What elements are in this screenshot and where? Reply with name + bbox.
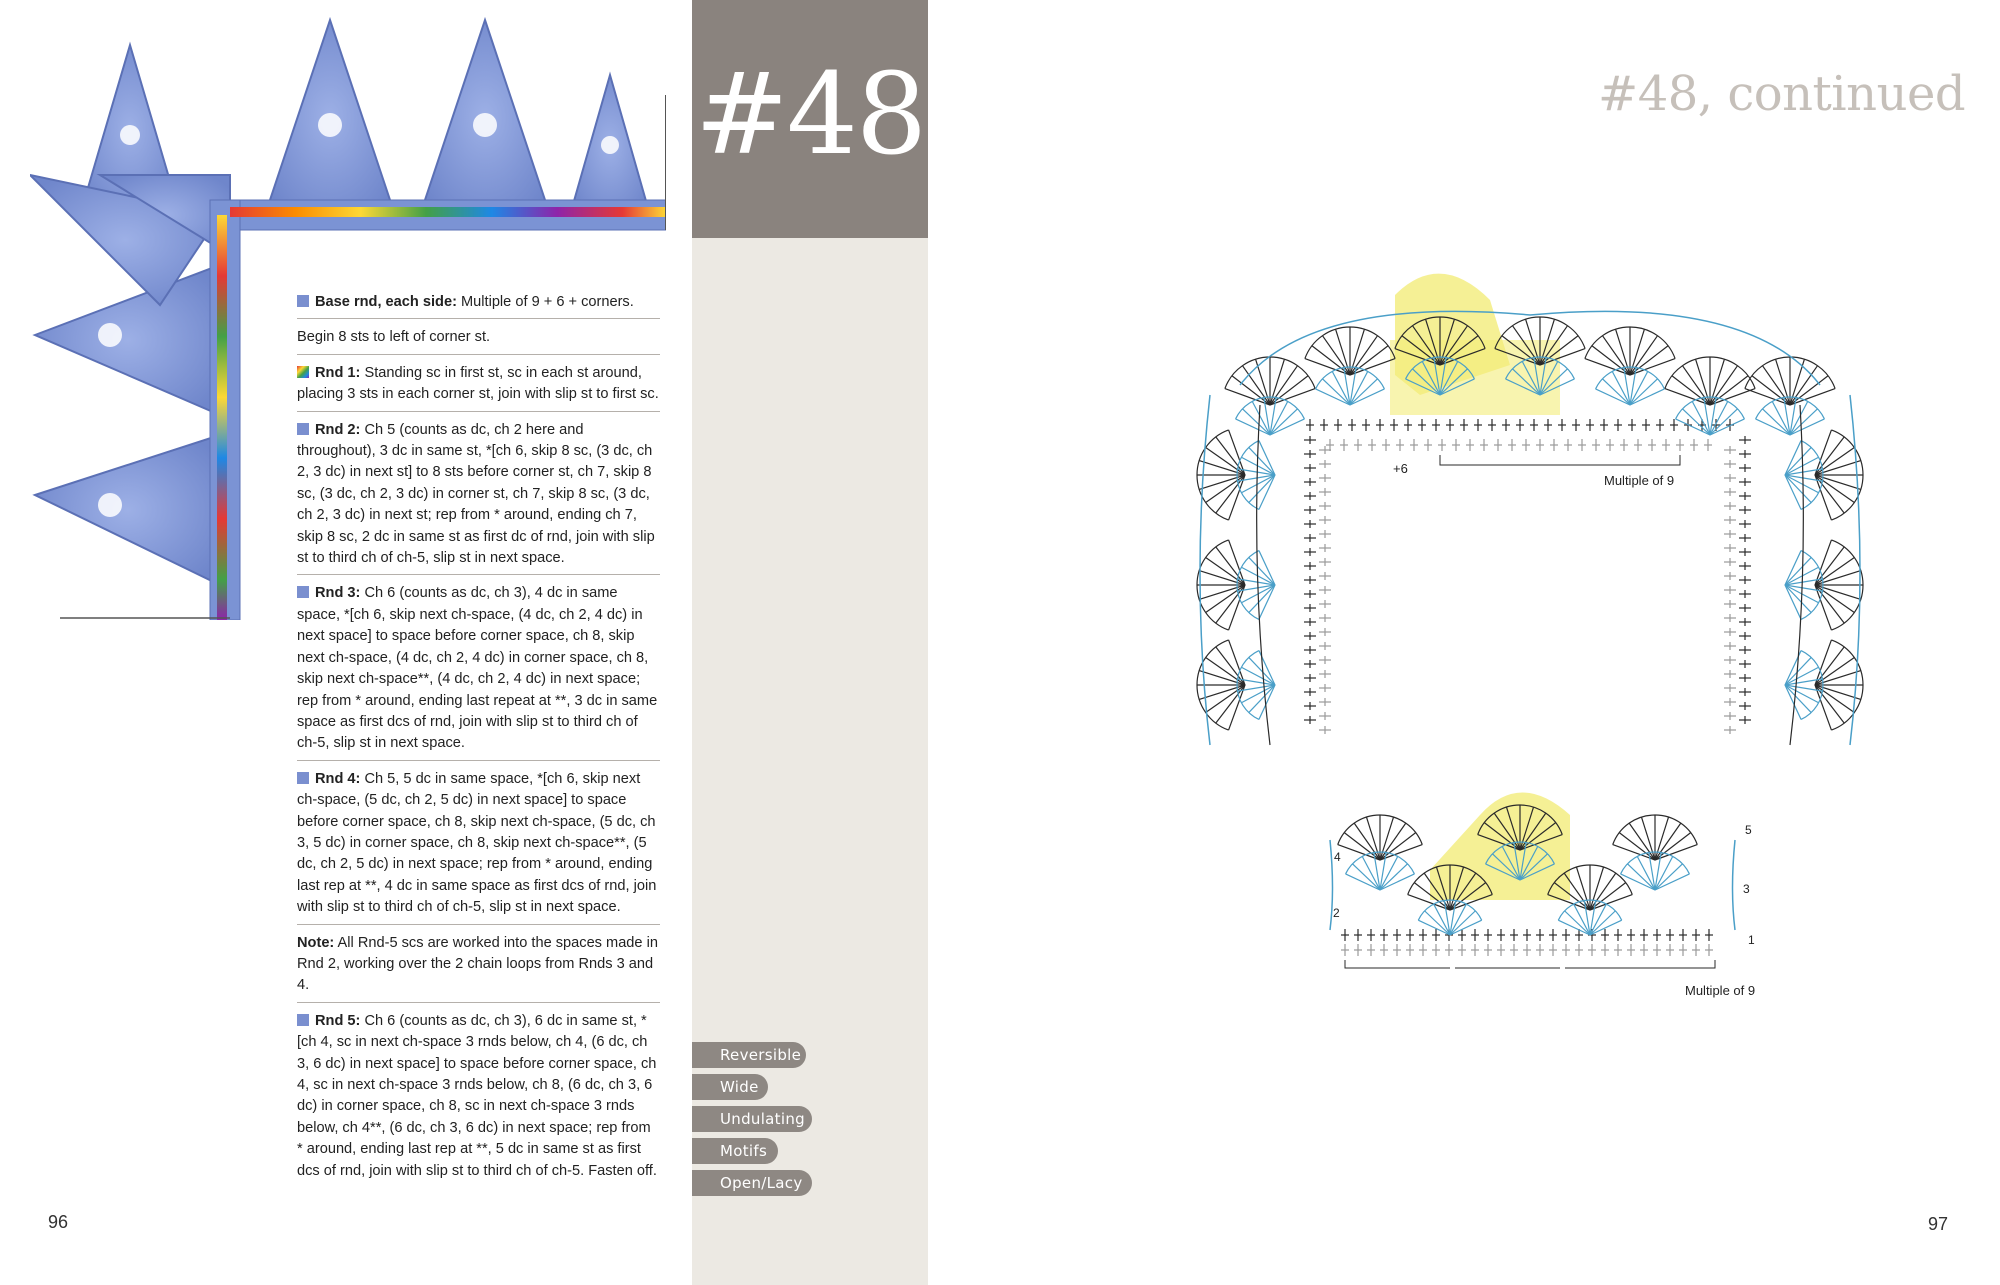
round-marker-icon	[297, 423, 309, 435]
instruction-3	[297, 418, 660, 576]
tag-undulating: Undulating	[692, 1106, 812, 1132]
strip-row-3: 3	[1743, 882, 1750, 896]
round-marker-icon	[297, 772, 309, 784]
instruction-label: Note:	[297, 934, 335, 951]
strip-bracket	[1345, 960, 1715, 968]
base-row-top	[1306, 419, 1734, 431]
base-col-right	[1739, 436, 1751, 724]
tag-open-lacy: Open/Lacy	[692, 1170, 812, 1196]
strip-right-chain	[1733, 840, 1736, 930]
strip-row-5: 5	[1745, 823, 1752, 837]
fan-side-outer-0	[1197, 430, 1245, 520]
chain-loop-left	[1200, 395, 1210, 745]
instruction-4	[297, 581, 660, 760]
instruction-text: Standing sc in first st, sc in each st around, placing 3 sts in each corner st, join with slip st to first sc.	[297, 364, 659, 403]
instruction-text: Begin 8 sts to left of corner st.	[297, 329, 491, 346]
round-marker-icon	[297, 586, 309, 598]
round-marker-icon	[297, 295, 309, 307]
instruction-2	[297, 361, 660, 412]
page-number-left: 96	[48, 1212, 69, 1232]
chart-label-plus6: +6	[1393, 461, 1408, 476]
instruction-label: Rnd 4:	[315, 770, 361, 787]
tag-motifs: Motifs	[692, 1138, 778, 1164]
fan-top-outer-0	[1225, 357, 1315, 405]
tag-reversible: Reversible	[692, 1042, 806, 1068]
instruction-label: Base rnd, each side:	[315, 294, 457, 310]
instruction-0	[297, 290, 660, 319]
base-col-left-inner	[1319, 446, 1331, 734]
fan-top-outer-5	[1665, 357, 1755, 405]
chart-label-multiple: Multiple of 9	[1604, 473, 1675, 488]
strip-label-multiple: Multiple of 9	[1685, 983, 1756, 998]
fan-top-outer-6	[1745, 357, 1835, 405]
fan-side-outer-4	[1815, 540, 1863, 630]
instruction-text: Ch 5 (counts as dc, ch 2 here and throughout), 3 dc in same st, *[ch 6, skip 8 sc, (3 dc, ch 2, 3 dc) in next st] to 8 sts before corner st, ch 7, skip 8 sc, (3 dc, ch 2, 3 dc) in corner st, ch 7, skip 8 sc, (3 dc, ch 2, 3 dc) in next st; rep from * around, ending ch 7, skip 8 sc, 2 dc in same st as first dc of rnd, join with slip st to third ch of ch-5, slip st in next space.	[297, 421, 655, 567]
page-number-right: 97	[1928, 1214, 1949, 1234]
fan-side-outer-1	[1197, 540, 1245, 630]
instruction-6	[297, 931, 660, 1003]
instruction-text: Ch 6 (counts as dc, ch 3), 4 dc in same space, *[ch 6, skip next ch-space, (4 dc, ch 2, 4 dc) in next space] to space before corner space, ch 8, skip next ch-space, (4 dc, ch 2, 4 dc) in corner space, ch 8, skip next ch-space**, (4 dc, ch 2, 4 dc) in next space; rep from * around, ending last repeat at **, 3 dc in same space as first dcs of rnd, join with slip st to third ch of ch-5, slip st in next space.	[297, 585, 658, 752]
pattern-title: #48	[694, 50, 926, 180]
strip-base-row-2	[1341, 944, 1713, 956]
instruction-text: Multiple of 9 + 6 + corners.	[456, 294, 634, 310]
round-marker-icon	[297, 1014, 309, 1026]
bracket-multiple	[1440, 455, 1680, 465]
fan-top-outer-1	[1305, 327, 1395, 375]
strip-base-row	[1341, 929, 1713, 941]
strip-row-4: 4	[1334, 850, 1341, 864]
instruction-7	[297, 1009, 660, 1187]
fan-top-outer-4	[1585, 327, 1675, 375]
continued-title: #48, continued	[1598, 66, 1966, 122]
strip-fan-top-2	[1613, 815, 1698, 860]
instruction-text: Ch 6 (counts as dc, ch 3), 6 dc in same st, *[ch 4, sc in next ch-space 3 rnds below, ch 4, (6 dc, ch 3, 6 dc) in next space] to space before corner space, ch 4, sc in next ch-space 3 rnds below, ch 8, (6 dc, ch 3, 6 dc) in corner space, ch 8, sc in next ch-space 3 rnds below, ch 4**, (6 dc, ch 3, 6 dc) in next space; rep from * around, ending last rep at **, 5 dc in same st as first dcs of rnd, join with slip st to third ch of ch-5. Fasten off.	[297, 1012, 657, 1179]
strip-fan-top-0	[1338, 815, 1423, 860]
strip-row-1: 1	[1748, 933, 1755, 947]
instruction-label: Rnd 1:	[315, 364, 361, 381]
crochet-chart-strip	[1320, 760, 1750, 1000]
chain-loop-right	[1850, 395, 1860, 745]
round-marker-icon	[297, 366, 309, 378]
strip-row-2: 2	[1333, 906, 1340, 920]
instructions	[297, 290, 660, 1193]
instruction-text: All Rnd-5 scs are worked into the spaces made in Rnd 2, working over the 2 chain loops from Rnds 3 and 4.	[297, 934, 658, 994]
instruction-label: Rnd 3:	[315, 585, 361, 602]
base-col-left	[1304, 436, 1316, 724]
instruction-5	[297, 767, 660, 925]
instruction-label: Rnd 2:	[315, 421, 361, 438]
fan-side-outer-3	[1815, 430, 1863, 520]
base-col-right-inner	[1724, 446, 1736, 734]
tag-wide: Wide	[692, 1074, 768, 1100]
base-row-top-inner	[1326, 439, 1712, 451]
title-box	[692, 0, 928, 238]
instruction-1	[297, 325, 660, 354]
highlight-base	[1390, 340, 1560, 415]
instruction-label: Rnd 5:	[315, 1012, 361, 1029]
instruction-text: Ch 5, 5 dc in same space, *[ch 6, skip next ch-space, (5 dc, ch 2, 5 dc) in next space] to space before corner space, ch 8, skip next ch-space, (5 dc, ch 3, 5 dc) in corner space, ch 8, skip next ch-space**, (5 dc, ch 2, 5 dc) in next space; rep from * around, ending last rep at **, 4 dc in same space as first dcs of rnd, join with slip st to third ch of ch-5, slip st in next space.	[297, 770, 657, 916]
crochet-chart-corner	[1150, 255, 1910, 765]
strip-highlight	[1430, 793, 1570, 901]
